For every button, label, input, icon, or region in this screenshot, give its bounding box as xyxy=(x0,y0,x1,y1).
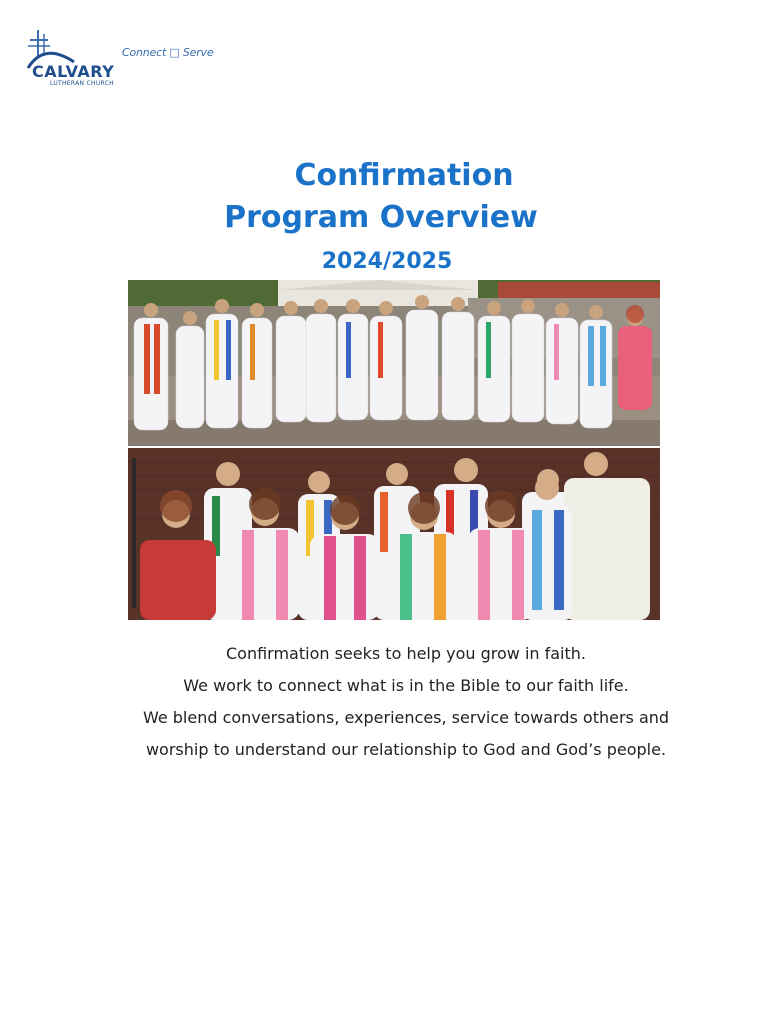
program-year: 2024/2025 xyxy=(321,249,453,274)
indoor-group-photo xyxy=(128,448,660,620)
logo-name: CALVARY xyxy=(32,62,115,81)
description-line-1: Confirmation seeks to help you grow in faith. xyxy=(225,644,586,663)
page-title-line2: Program Overview xyxy=(224,200,538,235)
program-description xyxy=(0,638,770,766)
church-logo xyxy=(24,28,214,90)
logo-subtitle: LUTHERAN CHURCH xyxy=(50,80,114,87)
description-line-3: We blend conversations, experiences, service towards others and xyxy=(142,708,670,727)
page-title-line1: Confirmation xyxy=(294,158,514,193)
outdoor-group-photo xyxy=(128,280,660,446)
description-line-2: We work to connect what is in the Bible to our faith life. xyxy=(183,676,629,695)
logo-tagline: Connect □ Serve xyxy=(122,46,214,59)
title-block xyxy=(0,156,770,280)
description-line-4: worship to understand our relationship to God and God’s people. xyxy=(145,740,667,759)
